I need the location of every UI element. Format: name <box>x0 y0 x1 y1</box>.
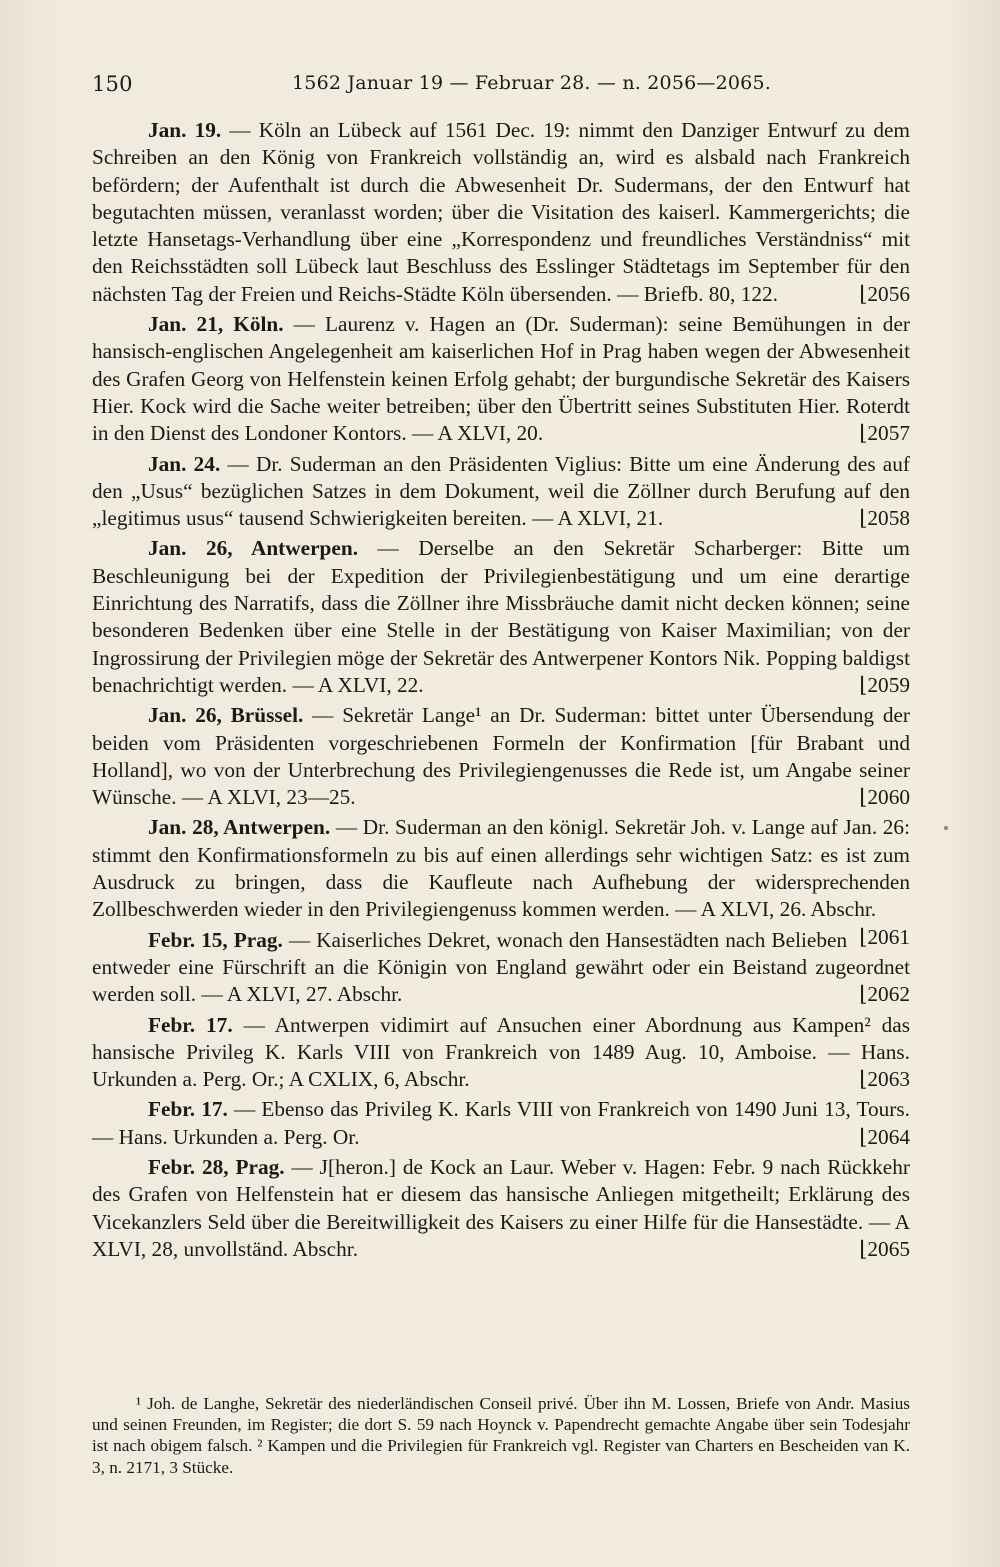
entry-date: Febr. 28, Prag. <box>148 1154 285 1179</box>
regest-entry <box>92 117 910 308</box>
entry-date: Jan. 21, Köln. <box>148 312 284 337</box>
entry-date: Jan. 28, Antwerpen. <box>148 815 331 840</box>
entry-number: ⌊ 2056 <box>847 281 910 308</box>
entry-text: — Kaiserliches Dekret, wonach den Hansestädten nach Belieben entweder eine Fürschrift an die Königin von England gewährt oder ein Beistand zugeordnet werden soll. — A XLVI, 27. Abschr. <box>92 927 910 1007</box>
entry-date: Febr. 17. <box>148 1012 233 1037</box>
regest-entry <box>92 1096 910 1151</box>
regest-entry <box>92 535 910 699</box>
entry-text: — Laurenz v. Hagen an (Dr. Suderman): seine Bemühungen in der hansisch-englischen Angelegenheit am kaiserlichen Hof in Prag haben wegen der Abwesenheit des Grafen Georg von Helfenstein keinen Erfolg gehabt; der burgundische Sekretär des Kaisers Hier. Kock wird die Sache weiter betreiben; über den Übertritt seines Substituten Hier. Roterdt in den Dienst des Londoner Kontors. — A XLVI, 20. <box>92 312 910 446</box>
entry-text: — Derselbe an den Sekretär Scharberger: Bitte um Beschleunigung bei der Expedition der Privilegienbestätigung und um eine derartige Einrichtung des Narratifs, dass die Zöllner ihre Missbräuche damit nicht decken können; seine besonderen Bedenken über eine Stelle in der Bestätigung von Kaiser Maximilian; von der Ingrossirung der Privilegien möge der Sekretär des Antwerpener Kontors Nik. Popping baldigst benachrichtigt werden. — A XLVI, 22. <box>92 536 910 697</box>
entry-date: Jan. 19. <box>148 118 222 142</box>
regest-entry <box>92 702 910 811</box>
running-title: 1562 Januar 19 — Februar 28. — n. 2056—2065. <box>292 72 771 94</box>
entry-date: Jan. 26, Antwerpen. <box>148 536 359 561</box>
entry-number: ⌊ 2058 <box>847 505 910 532</box>
entry-date: Jan. 24. <box>148 451 221 476</box>
footnotes <box>92 1393 910 1478</box>
page-header <box>92 72 912 104</box>
entry-text: — Dr. Suderman an den königl. Sekretär Joh. v. Lange auf Jan. 26: stimmt den Konfirmationsformeln zu bis auf einen allerdings sehr wichtigen Satz: es ist zum Ausdruck zu bringen, dass die Kaufleute nach Aufhebung der widersprechenden Zollbeschwerden wieder in den Privilegiengenuss kommen werden. — A XLVI, 26. Abschr. <box>92 815 910 922</box>
entry-number: ⌊ 2062 <box>847 981 910 1008</box>
entry-number: ⌊ 2063 <box>847 1066 910 1093</box>
entry-date: Jan. 26, Brüssel. <box>148 703 304 728</box>
entry-number: ⌊ 2059 <box>847 672 910 699</box>
entry-number: ⌊ 2061 <box>847 924 910 951</box>
entry-number: ⌊ 2064 <box>847 1124 910 1151</box>
page-number: 150 <box>92 72 133 96</box>
footnote-text: ¹ Joh. de Langhe, Sekretär des niederländischen Conseil privé. Über ihn M. Lossen, Briefe von Andr. Masius und seinen Freunden, im Register; die dort S. 59 nach Hoynck v. Papendrecht gemachte Angabe über sein Todesjahr ist nach obigem falsch. ² Kampen und die Privilegien für Frankreich vgl. Register van Charters en Bescheiden van K. 3, n. 2171, 3 Stücke. <box>92 1394 910 1477</box>
regest-entries <box>92 117 910 1266</box>
entry-text: — Ebenso das Privileg K. Karls VIII von Frankreich von 1490 Juni 13, Tours. — Hans. Urkunden a. Perg. Or. <box>92 1097 910 1149</box>
entry-text: — Dr. Suderman an den Präsidenten Viglius: Bitte um eine Änderung des auf den „Usus“ bezüglichen Satzes in dem Dokument, weil die Zöllner durch Berufung auf den „legitimus usus“ tausend Schwierigkeiten bereiten. — A XLVI, 21. <box>92 451 910 531</box>
paper-speck <box>944 826 948 830</box>
entry-text: — J[heron.] de Kock an Laur. Weber v. Hagen: Febr. 9 nach Rückkehr des Grafen von Helfenstein hat er diesem das hansische Anliegen mitgetheilt; Erklärung des Vicekanzlers Seld über die Bereitwilligkeit des Kaisers zu einer Hilfe für die Hansestädte. — A XLVI, 28, unvollständ. Abschr. <box>92 1154 910 1261</box>
entry-number: ⌊ 2057 <box>847 420 910 447</box>
entry-date: Febr. 15, Prag. <box>148 927 283 952</box>
regest-entry <box>92 311 910 447</box>
entry-number: ⌊ 2065 <box>847 1236 910 1263</box>
entry-text: — Sekretär Lange¹ an Dr. Suderman: bittet unter Übersendung der beiden vom Präsidenten vorgeschriebenen Formeln der Konfirmation [für Brabant und Holland], wo von der Unterbrechung des Privilegiengenusses die Rede ist, um Angabe seiner Wünsche. — A XLVI, 23—25. <box>92 703 911 810</box>
regest-entry <box>92 1154 910 1263</box>
regest-entry <box>92 451 910 533</box>
entry-number: ⌊ 2060 <box>847 784 910 811</box>
regest-entry <box>92 927 910 1009</box>
entry-text: — Köln an Lübeck auf 1561 Dec. 19: nimmt den Danziger Entwurf zu dem Schreiben an den König von Frankreich vollständig an, wird es alsbald nach Frankreich befördern; der Aufenthalt ist durch die Abwesenheit Dr. Sudermans, der den Entwurf hat begutachten müssen, veranlasst worden; über die Visitation des kaiserl. Kammergerichts; die letzte Hansetags-Verhandlung über eine „Korrespondenz und freundliches Verständniss“ mit den Reichsstädten soll Lübeck laut Beschluss des Esslinger Städtetags im September für den nächsten Tag der Freien und Reichs-Städte Köln übersenden. — Briefb. 80, 122. <box>92 118 910 306</box>
regest-entry <box>92 1012 910 1094</box>
entry-date: Febr. 17. <box>148 1097 228 1122</box>
entry-text: — Antwerpen vidimirt auf Ansuchen einer Abordnung aus Kampen² das hansische Privileg K. Karls VIII von Frankreich von 1489 Aug. 10, Amboise. — Hans. Urkunden a. Perg. Or.; A CXLIX, 6, Abschr. <box>92 1012 910 1092</box>
